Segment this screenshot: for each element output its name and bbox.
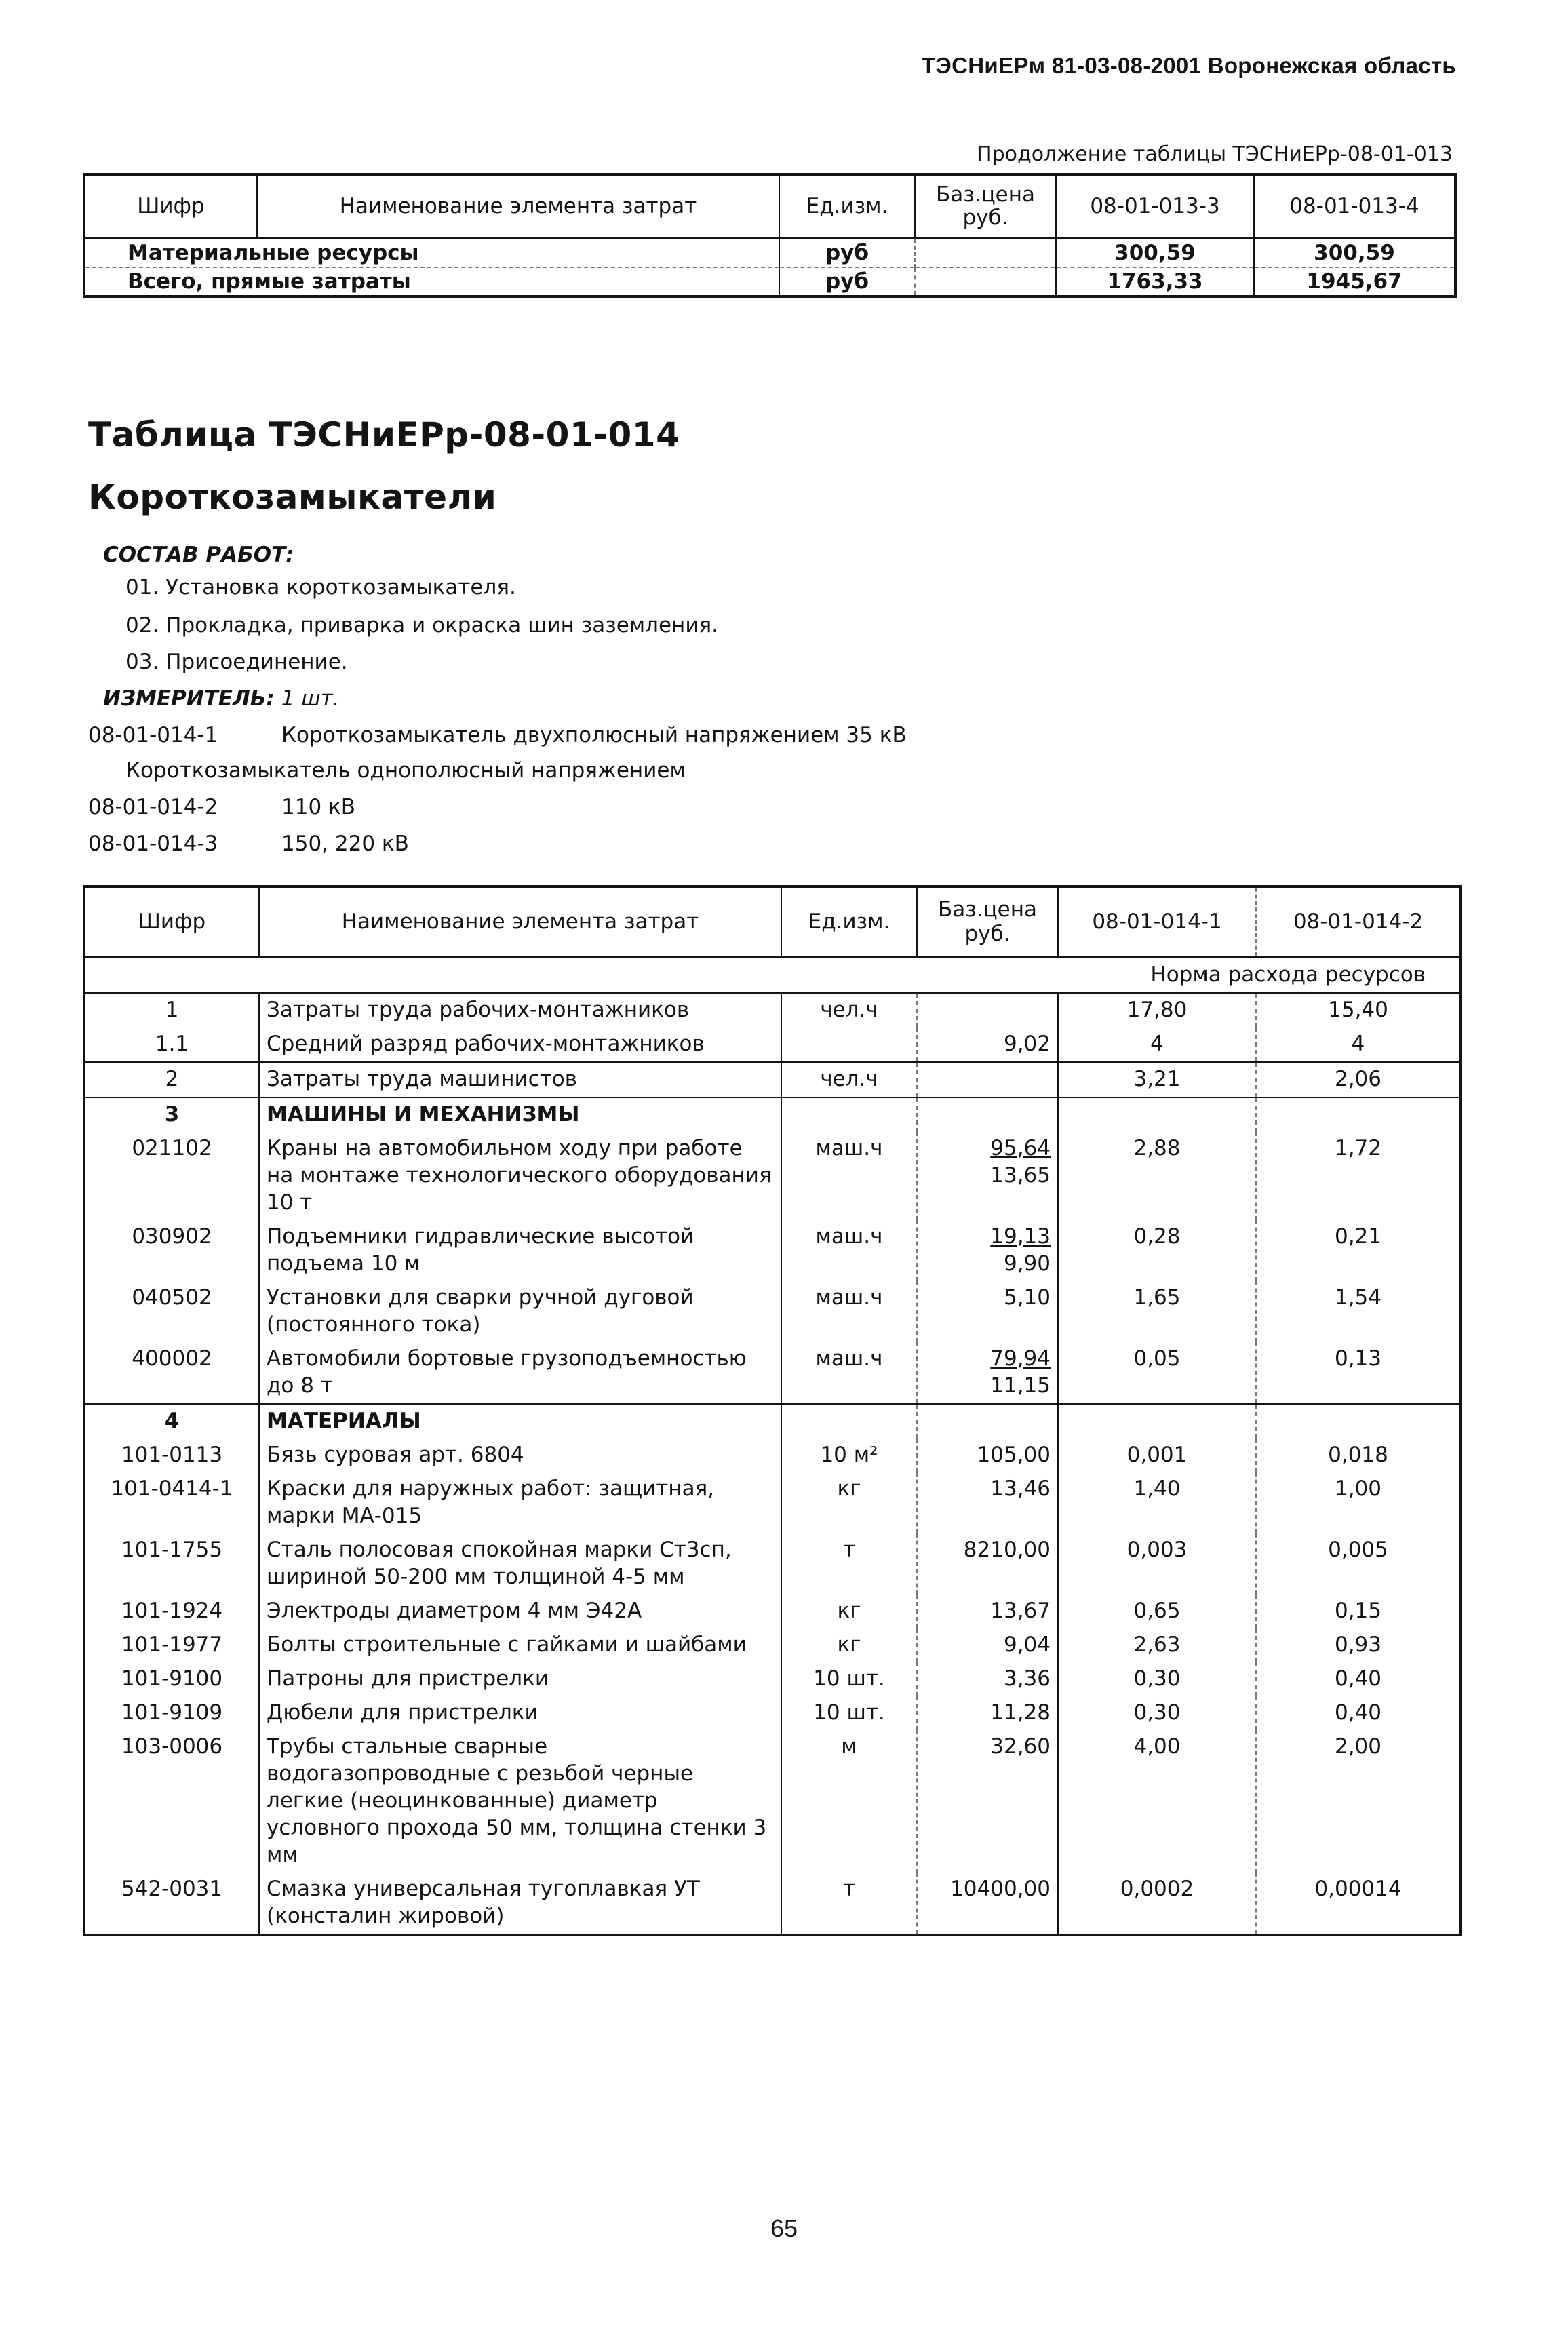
row-name: Автомобили бортовые грузоподъемностью до 8 т xyxy=(259,1342,781,1404)
continuation-header-row xyxy=(84,174,1455,238)
row-name: Трубы стальные сварные водогазопроводные с резьбой черные легкие (неоцинкованные) диаметр условного прохода 50 мм, толщина стенки 3 мм xyxy=(259,1730,781,1873)
row-unit xyxy=(781,1097,917,1132)
row-code: 103-0006 xyxy=(121,1734,223,1759)
row-value-1 xyxy=(1058,1097,1256,1132)
row-name: Установки для сварки ручной дуговой (постоянного тока) xyxy=(259,1281,781,1342)
row-value-1: 2,88 xyxy=(1058,1132,1256,1220)
row-price-value: 32,60 xyxy=(990,1734,1051,1759)
continuation-row xyxy=(84,238,1455,267)
table-row xyxy=(84,1662,1461,1696)
row-code: 542-0031 xyxy=(121,1876,223,1901)
row-unit: чел.ч xyxy=(781,993,917,1028)
row-price xyxy=(917,1281,1058,1342)
item-text: 110 кВ xyxy=(281,795,356,819)
row-value-2: 300,59 xyxy=(1254,238,1455,267)
row-name: Краски для наружных работ: защитная, марки МА-015 xyxy=(259,1472,781,1533)
table-row xyxy=(84,1132,1461,1220)
col-header-code: Шифр xyxy=(137,194,205,219)
row-price-secondary: 13,65 xyxy=(990,1162,1051,1188)
work-item: 02. Прокладка, приварка и окраска шин заземления. xyxy=(125,613,718,638)
row-value-2 xyxy=(1256,1097,1461,1132)
table-row xyxy=(84,1439,1461,1472)
table-title: Таблица ТЭСНиЕРр-08-01-014 xyxy=(88,415,680,454)
row-price xyxy=(917,1533,1058,1595)
row-unit: кг xyxy=(781,1595,917,1628)
row-price xyxy=(917,1062,1058,1097)
row-value-2: 0,40 xyxy=(1256,1696,1461,1730)
section-heading-row xyxy=(84,1404,1461,1439)
table-row xyxy=(84,1533,1461,1595)
row-code: 101-1755 xyxy=(121,1537,223,1562)
row-code: 101-9100 xyxy=(121,1666,223,1691)
row-price xyxy=(915,267,1056,296)
continuation-row xyxy=(84,267,1455,296)
norm-row xyxy=(84,957,1461,993)
row-name: Материальные ресурсы xyxy=(128,240,419,265)
row-price xyxy=(917,1873,1058,1935)
table-row xyxy=(84,1472,1461,1533)
col-header-unit: Ед.изм. xyxy=(781,886,917,957)
continuation-table xyxy=(83,173,1457,298)
row-code: 400002 xyxy=(132,1346,212,1371)
table-row xyxy=(84,1696,1461,1730)
item-text: Короткозамыкатель двухполюсный напряжением 35 кВ xyxy=(281,723,907,747)
row-unit xyxy=(781,1404,917,1439)
row-unit: руб xyxy=(779,267,915,296)
row-code: 1 xyxy=(165,997,179,1022)
row-value-2: 15,40 xyxy=(1256,993,1461,1028)
works-label: СОСТАВ РАБОТ: xyxy=(103,543,294,567)
meter-label: ИЗМЕРИТЕЛЬ: xyxy=(103,686,275,711)
col-header-price: Баз.цена руб. xyxy=(915,174,1056,238)
row-price-value: 9,04 xyxy=(1003,1632,1051,1657)
row-unit: чел.ч xyxy=(781,1062,917,1097)
row-price-value: 3,36 xyxy=(1003,1666,1051,1691)
row-price xyxy=(917,1439,1058,1472)
row-code: 3 xyxy=(164,1101,180,1127)
table-row xyxy=(84,1595,1461,1628)
table-row xyxy=(84,1628,1461,1662)
row-price-value: 8210,00 xyxy=(963,1537,1051,1562)
item-text: 150, 220 кВ xyxy=(281,832,409,856)
row-price-secondary: 9,90 xyxy=(1003,1251,1051,1276)
row-unit xyxy=(781,1028,917,1062)
row-code: 101-0113 xyxy=(121,1442,223,1467)
row-code: 021102 xyxy=(132,1135,212,1160)
row-value-1: 17,80 xyxy=(1058,993,1256,1028)
item-text: Короткозамыкатель однополюсный напряжением xyxy=(125,758,686,783)
item-code: 08-01-014-3 xyxy=(88,832,218,856)
row-value-1: 0,003 xyxy=(1058,1533,1256,1595)
col-header-code: Шифр xyxy=(138,910,206,935)
row-unit: 10 шт. xyxy=(781,1662,917,1696)
row-value-1: 2,63 xyxy=(1058,1628,1256,1662)
row-price xyxy=(917,1132,1058,1220)
row-price-value: 19,13 xyxy=(990,1224,1051,1249)
row-value-1: 0,001 xyxy=(1058,1439,1256,1472)
row-value-1: 0,05 xyxy=(1058,1342,1256,1404)
row-value-2: 2,00 xyxy=(1256,1730,1461,1873)
col-header-unit: Ед.изм. xyxy=(779,174,915,238)
row-name: Затраты труда машинистов xyxy=(259,1062,781,1097)
row-code: 4 xyxy=(164,1408,180,1433)
row-name: Болты строительные с гайками и шайбами xyxy=(259,1628,781,1662)
row-unit: маш.ч xyxy=(781,1132,917,1220)
col-header-value-1: 08-01-014-1 xyxy=(1058,886,1256,957)
row-name: Краны на автомобильном ходу при работе на монтаже технологического оборудования 10 т xyxy=(259,1132,781,1220)
section-heading-row xyxy=(84,1097,1461,1132)
row-name: Патроны для пристрелки xyxy=(259,1662,781,1696)
meter-value: 1 шт. xyxy=(281,686,340,711)
row-price-value: 11,28 xyxy=(990,1700,1051,1725)
row-code: 101-9109 xyxy=(121,1700,223,1725)
table-row xyxy=(84,1342,1461,1404)
row-name: Электроды диаметром 4 мм Э42А xyxy=(259,1595,781,1628)
col-header-value-2: 08-01-013-4 xyxy=(1254,174,1455,238)
row-value-2: 1,54 xyxy=(1256,1281,1461,1342)
row-price xyxy=(917,1730,1058,1873)
row-unit: кг xyxy=(781,1472,917,1533)
row-code: 101-1977 xyxy=(121,1632,223,1657)
norm-label: Норма расхода ресурсов xyxy=(1150,962,1426,987)
row-price-value: 95,64 xyxy=(990,1135,1051,1160)
table-row xyxy=(84,1730,1461,1873)
row-code: 040502 xyxy=(132,1285,212,1310)
row-unit: т xyxy=(781,1873,917,1935)
row-code: 2 xyxy=(165,1066,179,1091)
row-value-1: 300,59 xyxy=(1056,238,1254,267)
row-code: 1.1 xyxy=(155,1031,189,1056)
row-value-1: 1,65 xyxy=(1058,1281,1256,1342)
row-value-1: 3,21 xyxy=(1058,1062,1256,1097)
resource-table xyxy=(83,885,1462,1936)
continuation-caption: Продолжение таблицы ТЭСНиЕРр-08-01-013 xyxy=(977,142,1453,166)
row-name: Средний разряд рабочих-монтажников xyxy=(259,1028,781,1062)
meter-line xyxy=(103,686,339,711)
item-code: 08-01-014-2 xyxy=(88,795,218,819)
table-row xyxy=(84,993,1461,1028)
row-value-2: 1945,67 xyxy=(1254,267,1455,296)
row-name: Сталь полосовая спокойная марки Ст3сп, шириной 50-200 мм толщиной 4-5 мм xyxy=(259,1533,781,1595)
row-price-value: 105,00 xyxy=(977,1442,1051,1467)
row-name: МАШИНЫ И МЕХАНИЗМЫ xyxy=(259,1097,781,1132)
row-value-1 xyxy=(1058,1404,1256,1439)
row-value-1: 0,30 xyxy=(1058,1696,1256,1730)
row-price-value: 13,67 xyxy=(990,1598,1051,1623)
row-code: 030902 xyxy=(132,1224,212,1249)
row-price xyxy=(915,238,1056,267)
col-header-name: Наименование элемента затрат xyxy=(257,174,779,238)
row-value-1: 0,30 xyxy=(1058,1662,1256,1696)
row-name: МАТЕРИАЛЫ xyxy=(259,1404,781,1439)
row-price xyxy=(917,1628,1058,1662)
row-price-value: 5,10 xyxy=(1003,1285,1051,1310)
row-price xyxy=(917,1595,1058,1628)
row-name: Всего, прямые затраты xyxy=(128,269,411,294)
row-unit: м xyxy=(781,1730,917,1873)
row-value-2: 2,06 xyxy=(1256,1062,1461,1097)
row-unit: кг xyxy=(781,1628,917,1662)
table-subtitle: Короткозамыкатели xyxy=(88,477,497,517)
row-value-2 xyxy=(1256,1404,1461,1439)
table-row xyxy=(84,1281,1461,1342)
table-row xyxy=(84,1028,1461,1062)
col-header-name: Наименование элемента затрат xyxy=(259,886,781,957)
row-value-2: 0,21 xyxy=(1256,1220,1461,1281)
row-value-1: 1763,33 xyxy=(1056,267,1254,296)
row-code: 101-0414-1 xyxy=(111,1476,233,1501)
row-value-2: 1,00 xyxy=(1256,1472,1461,1533)
work-item: 03. Присоединение. xyxy=(125,650,348,674)
row-name: Подъемники гидравлические высотой подъема 10 м xyxy=(259,1220,781,1281)
resource-header-row xyxy=(84,886,1461,957)
row-price-secondary: 11,15 xyxy=(990,1373,1051,1398)
row-name: Затраты труда рабочих-монтажников xyxy=(259,993,781,1028)
row-unit: маш.ч xyxy=(781,1220,917,1281)
row-value-2: 4 xyxy=(1256,1028,1461,1062)
row-name: Дюбели для пристрелки xyxy=(259,1696,781,1730)
row-value-1: 0,0002 xyxy=(1058,1873,1256,1935)
row-name: Смазка универсальная тугоплавкая УТ (консталин жировой) xyxy=(259,1873,781,1935)
row-value-1: 4,00 xyxy=(1058,1730,1256,1873)
row-price xyxy=(917,993,1058,1028)
running-header: ТЭСНиЕРм 81-03-08-2001 Воронежская область xyxy=(921,53,1456,78)
row-price-value: 10400,00 xyxy=(950,1876,1051,1901)
row-price xyxy=(917,1662,1058,1696)
row-code: 101-1924 xyxy=(121,1598,223,1623)
row-unit: 10 м² xyxy=(781,1439,917,1472)
row-price xyxy=(917,1404,1058,1439)
row-value-2: 1,72 xyxy=(1256,1132,1461,1220)
table-row xyxy=(84,1062,1461,1097)
page-number: 65 xyxy=(770,2214,798,2242)
row-unit: руб xyxy=(779,238,915,267)
row-value-2: 0,018 xyxy=(1256,1439,1461,1472)
row-price xyxy=(917,1342,1058,1404)
row-value-1: 0,28 xyxy=(1058,1220,1256,1281)
item-code: 08-01-014-1 xyxy=(88,723,218,747)
row-value-1: 1,40 xyxy=(1058,1472,1256,1533)
row-price xyxy=(917,1696,1058,1730)
row-price-value: 79,94 xyxy=(990,1346,1051,1371)
row-name: Бязь суровая арт. 6804 xyxy=(259,1439,781,1472)
col-header-price: Баз.цена руб. xyxy=(917,886,1058,957)
row-value-2: 0,93 xyxy=(1256,1628,1461,1662)
row-unit: т xyxy=(781,1533,917,1595)
table-row xyxy=(84,1220,1461,1281)
row-price xyxy=(917,1472,1058,1533)
row-value-1: 4 xyxy=(1058,1028,1256,1062)
row-price xyxy=(917,1028,1058,1062)
row-price-value: 9,02 xyxy=(1003,1031,1051,1056)
work-item: 01. Установка короткозамыкателя. xyxy=(125,575,516,600)
col-header-value-2: 08-01-014-2 xyxy=(1256,886,1461,957)
row-price-value: 13,46 xyxy=(990,1476,1051,1501)
row-value-2: 0,00014 xyxy=(1256,1873,1461,1935)
row-price xyxy=(917,1220,1058,1281)
row-price xyxy=(917,1097,1058,1132)
row-value-2: 0,13 xyxy=(1256,1342,1461,1404)
row-value-1: 0,65 xyxy=(1058,1595,1256,1628)
row-value-2: 0,15 xyxy=(1256,1595,1461,1628)
row-value-2: 0,005 xyxy=(1256,1533,1461,1595)
row-unit: 10 шт. xyxy=(781,1696,917,1730)
row-value-2: 0,40 xyxy=(1256,1662,1461,1696)
col-header-value-1: 08-01-013-3 xyxy=(1056,174,1254,238)
row-unit: маш.ч xyxy=(781,1342,917,1404)
row-unit: маш.ч xyxy=(781,1281,917,1342)
table-row xyxy=(84,1873,1461,1935)
